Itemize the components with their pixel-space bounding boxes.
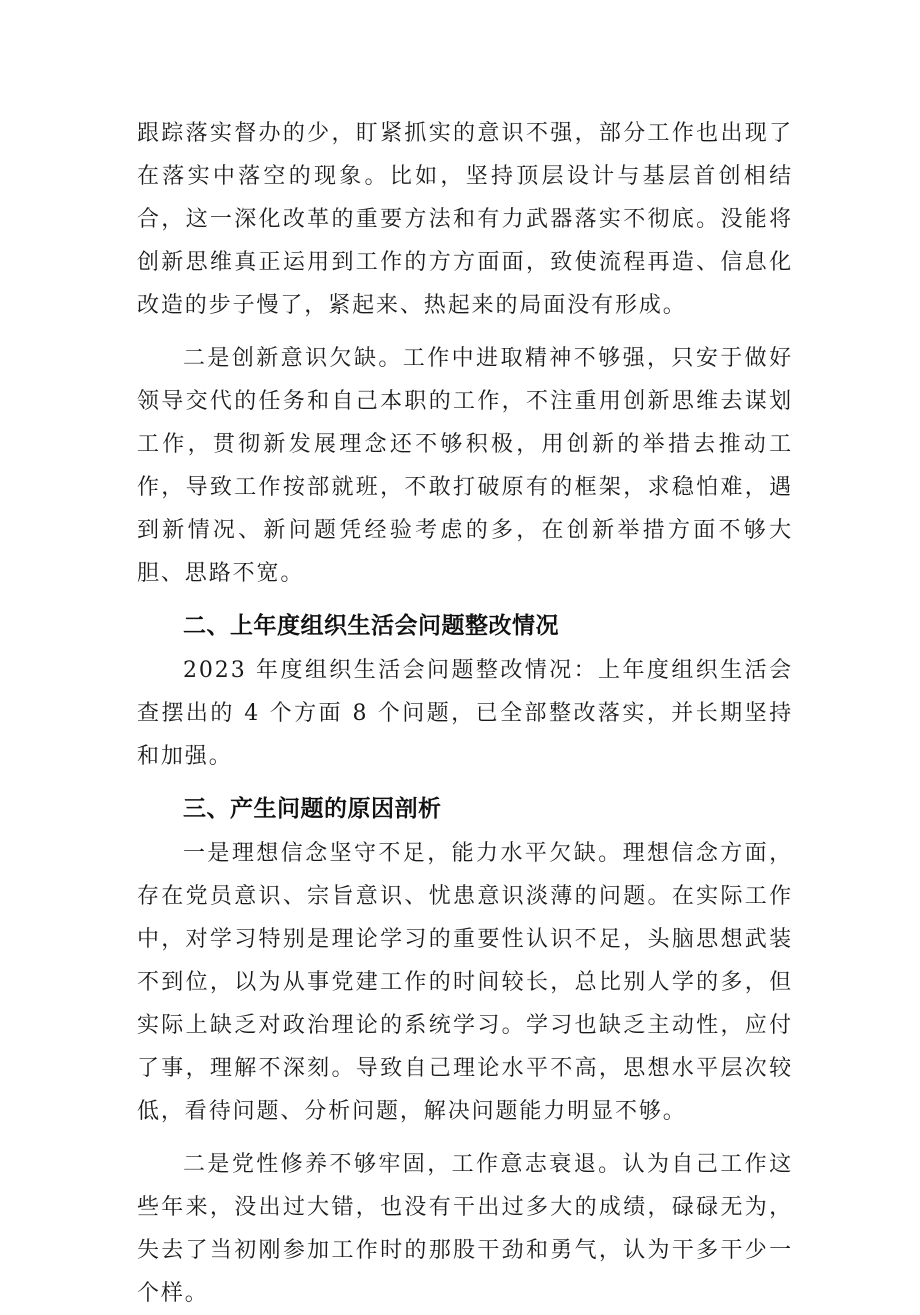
paragraph-innovation-lacking: 二是创新意识欠缺。工作中进取精神不够强，只安于做好领导交代的任务和自己本职的工作，不注重用创新思维去谋划工作，贯彻新发展理念还不够积极，用创新的举措去推动工作，导致工作按部就班，不敢打破原有的框架，求稳怕难，遇到新情况、新问题凭经验考虑的多，在创新举措方面不够大胆、思路不宽。: [137, 346, 793, 586]
paragraph-rectification-status: 2023 年度组织生活会问题整改情况：上年度组织生活会查摆出的 4 个方面 8 个问题，已全部整改落实，并长期坚持和加强。: [137, 658, 793, 769]
document-body: [137, 112, 793, 1315]
paragraph-party-spirit: 二是党性修养不够牢固，工作意志衰退。认为自己工作这些年来，没出过大错，也没有干出过多大的成绩，碌碌无为，失去了当初刚参加工作时的那股干劲和勇气，认为干多干少一个样。: [137, 1152, 793, 1306]
paragraph-ideals-beliefs: 一是理想信念坚守不足，能力水平欠缺。理想信念方面，存在党员意识、宗旨意识、忧患意识淡薄的问题。在实际工作中，对学习特别是理论学习的重要性认识不足，头脑思想武装不到位，以为从事党建工作的时间较长，总比别人学的多，但实际上缺乏对政治理论的系统学习。学习也缺乏主动性，应付了事，理解不深刻。导致自己理论水平不高，思想水平层次较低，看待问题、分析问题，解决问题能力明显不够。: [137, 841, 793, 1124]
section-heading-rectification: 二、上年度组织生活会问题整改情况: [183, 613, 559, 639]
paragraph-continuation: 跟踪落实督办的少，盯紧抓实的意识不强，部分工作也出现了在落实中落空的现象。比如，坚持顶层设计与基层首创相结合，这一深化改革的重要方法和有力武器落实不彻底。没能将创新思维真正运用到工作的方方面面，致使流程再造、信息化改造的步子慢了，紧起来、热起来的局面没有形成。: [137, 121, 793, 318]
section-heading-cause-analysis: 三、产生问题的原因剖析: [183, 796, 442, 822]
